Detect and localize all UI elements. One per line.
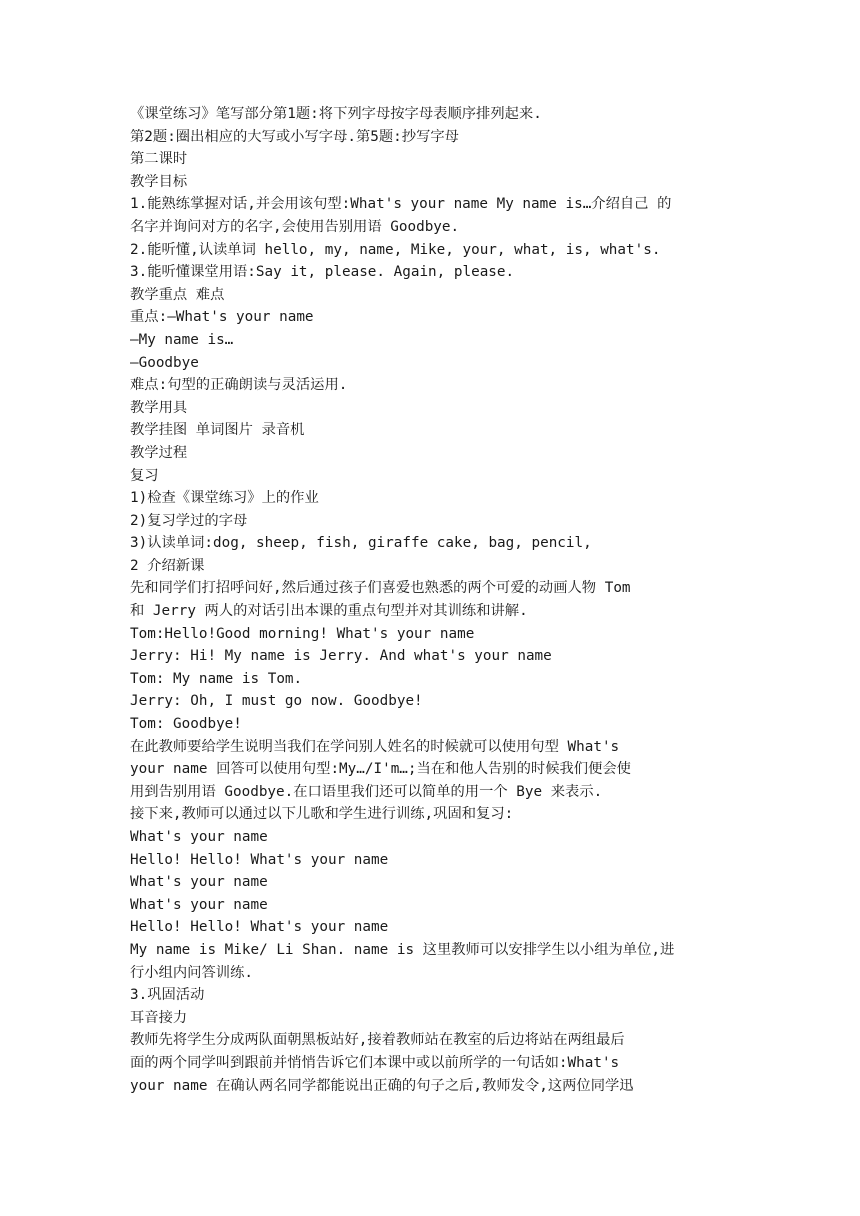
text-line: 第二课时: [130, 151, 188, 168]
text-line: 面的两个同学叫到跟前并悄悄告诉它们本课中或以前所学的一句话如:What's: [130, 1054, 620, 1071]
text-line: 1.能熟练掌握对话,并会用该句型:What's your name My name is…介绍自己 的: [130, 196, 672, 213]
text-line: 2.能听懂,认读单词 hello, my, name, Mike, your, what, is, what's.: [130, 241, 661, 258]
text-line: 1)检查《课堂练习》上的作业: [130, 490, 319, 507]
document-body: [130, 103, 735, 1097]
text-line: 先和同学们打招呼问好,然后通过孩子们喜爱也熟悉的两个可爱的动画人物 Tom: [130, 580, 631, 597]
text-line: 《课堂练习》笔写部分第1题:将下列字母按字母表顺序排列起来.: [130, 106, 542, 122]
text-line: 复习: [130, 467, 159, 484]
text-line: Hello! Hello! What's your name: [130, 919, 389, 936]
text-line: Hello! Hello! What's your name: [130, 851, 389, 868]
text-line: What's your name: [130, 829, 268, 845]
text-line: 2)复习学过的字母: [130, 512, 248, 529]
text-line: Tom:Hello!Good morning! What's your name: [130, 625, 475, 642]
text-line: your name 回答可以使用句型:My…/I'm…;当在和他人告别的时候我们便会使: [130, 761, 631, 778]
text-line: 3.巩固活动: [130, 987, 205, 1004]
text-line: 行小组内问答训练.: [130, 964, 253, 981]
text-line: —Goodbye: [130, 354, 199, 371]
text-line: 教学过程: [130, 444, 188, 461]
text-line: 3)认读单词:dog, sheep, fish, giraffe cake, bag, pencil,: [130, 535, 592, 552]
text-line: 难点:句型的正确朗读与灵活运用.: [130, 377, 348, 394]
text-line: your name 在确认两名同学都能说出正确的句子之后,教师发令,这两位同学迅: [130, 1077, 634, 1094]
text-line: —My name is…: [130, 331, 234, 348]
text-line: 教学目标: [130, 173, 188, 190]
text-line: 和 Jerry 两人的对话引出本课的重点句型并对其训练和讲解.: [130, 603, 528, 620]
text-line: 第2题:圈出相应的大写或小写字母.第5题:抄写字母: [130, 128, 459, 145]
text-line: Tom: My name is Tom.: [130, 670, 303, 687]
text-line: 2 介绍新课: [130, 557, 205, 574]
text-line: 3.能听懂课堂用语:Say it, please. Again, please.: [130, 264, 515, 281]
text-line: 接下来,教师可以通过以下儿歌和学生进行训练,巩固和复习:: [130, 806, 514, 823]
text-line: 教学挂图 单词图片 录音机: [130, 422, 305, 439]
text-line: 重点:—What's your name: [130, 309, 314, 326]
text-line: 教学重点 难点: [130, 286, 225, 303]
text-line: What's your name: [130, 874, 268, 891]
text-line: 在此教师要给学生说明当我们在学问别人姓名的时候就可以使用句型 What's: [130, 738, 620, 755]
text-line: 教师先将学生分成两队面朝黑板站好,接着教师站在教室的后边将站在两组最后: [130, 1032, 625, 1049]
text-line: 耳音接力: [130, 1009, 188, 1026]
text-line: My name is Mike/ Li Shan. name is 这里教师可以安排学生以小组为单位,进: [130, 941, 675, 958]
text-line: Tom: Goodbye!: [130, 716, 242, 733]
text-line: Jerry: Hi! My name is Jerry. And what's your name: [130, 648, 552, 665]
text-line: 用到告别用语 Goodbye.在口语里我们还可以简单的用一个 Bye 来表示.: [130, 783, 603, 800]
text-line: What's your name: [130, 896, 268, 913]
text-line: 名字并询问对方的名字,会使用告别用语 Goodbye.: [130, 218, 460, 235]
text-line: 教学用具: [130, 399, 188, 416]
text-line: Jerry: Oh, I must go now. Goodbye!: [130, 693, 423, 710]
